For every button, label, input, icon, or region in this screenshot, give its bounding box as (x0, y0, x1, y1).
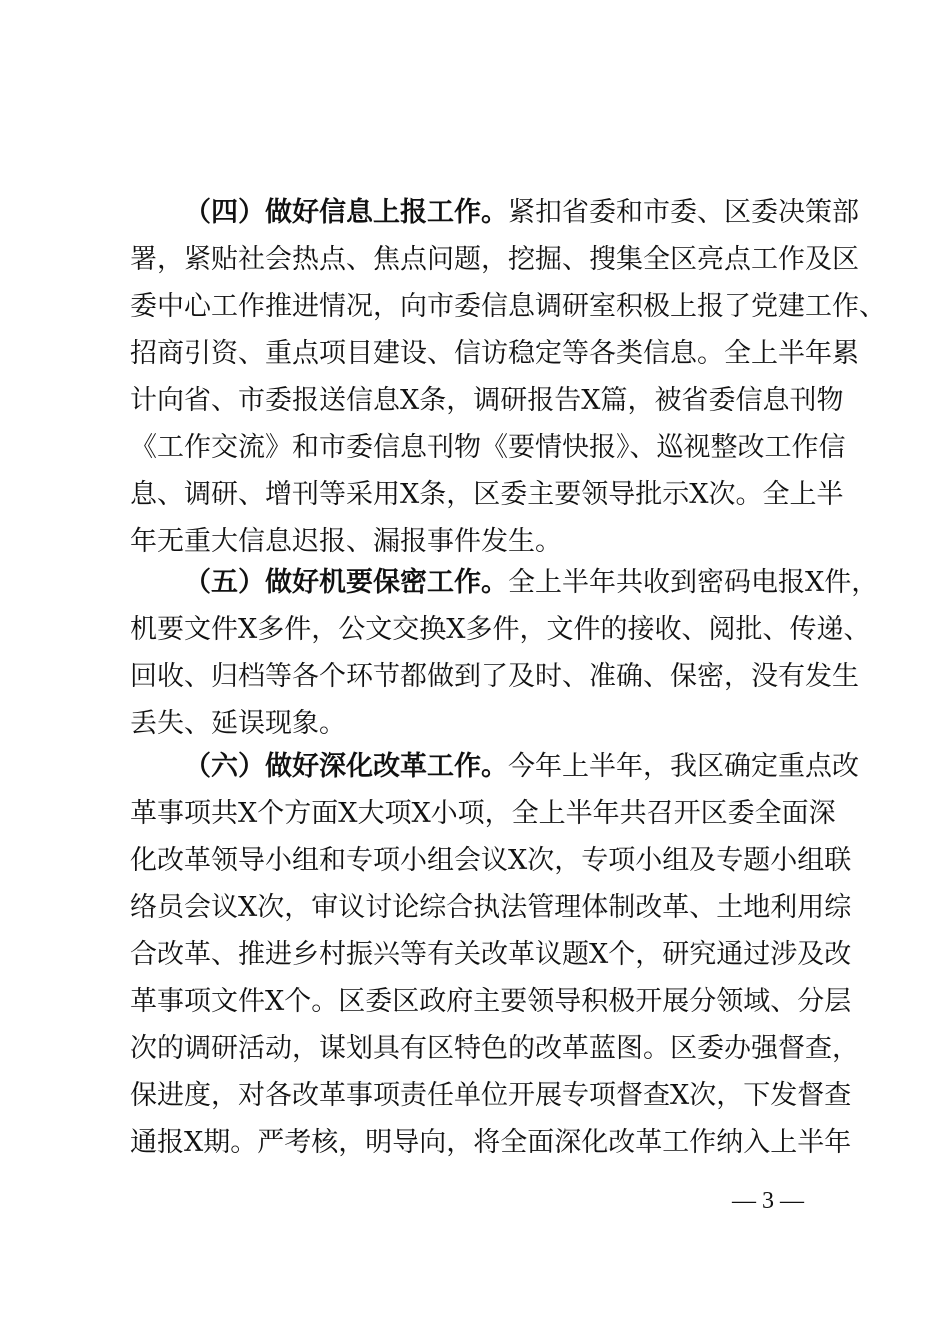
paragraph-6-line-7: 次的调研活动，谋划具有区特色的改革蓝图。区委办强督查， (130, 1033, 859, 1064)
paragraph-4-heading: （四）做好信息上报工作。 (184, 197, 508, 228)
paragraph-4-line-2: 署，紧贴社会热点、焦点问题，挖掘、搜集全区亮点工作及区 (130, 244, 859, 275)
paragraph-4-line-3: 委中心工作推进情况，向市委信息调研室积极上报了党建工作、 (130, 291, 886, 322)
paragraph-6-line-3: 化改革领导小组和专项小组会议X次，专项小组及专题小组联 (130, 845, 852, 876)
paragraph-4-line-1 (184, 190, 859, 236)
paragraph-5-line-1 (184, 560, 879, 606)
paragraph-6-line-8: 保进度，对各改革事项责任单位开展专项督查X次，下发督查 (130, 1080, 852, 1111)
paragraph-6-line-1 (184, 744, 859, 790)
paragraph-4-line-5: 计向省、市委报送信息X条，调研报告X篇，被省委信息刊物 (130, 385, 844, 416)
paragraph-6-heading: （六）做好深化改革工作。 (184, 751, 508, 782)
paragraph-4-line-6: 《工作交流》和市委信息刊物《要情快报》、巡视整改工作信 (130, 432, 846, 463)
paragraph-4-text: 紧扣省委和市委、区委决策部 (508, 197, 859, 228)
paragraph-6-line-9: 通报X期。严考核，明导向，将全面深化改革工作纳入上半年 (130, 1127, 852, 1158)
paragraph-6-line-4: 络员会议X次，审议讨论综合执法管理体制改革、土地利用综 (130, 892, 852, 923)
paragraph-5-line-2: 机要文件X多件，公文交换X多件，文件的接收、阅批、传递、 (130, 614, 871, 645)
paragraph-5-line-3: 回收、归档等各个环节都做到了及时、准确、保密，没有发生 (130, 661, 859, 692)
paragraph-6-line-2: 革事项共X个方面X大项X小项，全上半年共召开区委全面深 (130, 798, 836, 829)
paragraph-6-text: 今年上半年，我区确定重点改 (508, 751, 859, 782)
paragraph-6-line-6: 革事项文件X个。区委区政府主要领导积极开展分领域、分层 (130, 986, 852, 1017)
paragraph-5-text: 全上半年共收到密码电报X件， (508, 567, 879, 598)
page-number: — 3 — (732, 1188, 804, 1214)
paragraph-6-line-5: 合改革、推进乡村振兴等有关改革议题X个，研究通过涉及改 (130, 939, 852, 970)
paragraph-4-line-4: 招商引资、重点项目建设、信访稳定等各类信息。全上半年累 (130, 338, 859, 369)
paragraph-5-line-4: 丢失、延误现象。 (130, 708, 346, 739)
paragraph-5-heading: （五）做好机要保密工作。 (184, 567, 508, 598)
paragraph-4-line-7: 息、调研、增刊等采用X条，区委主要领导批示X次。全上半 (130, 479, 844, 510)
paragraph-4-line-8: 年无重大信息迟报、漏报事件发生。 (130, 526, 562, 557)
